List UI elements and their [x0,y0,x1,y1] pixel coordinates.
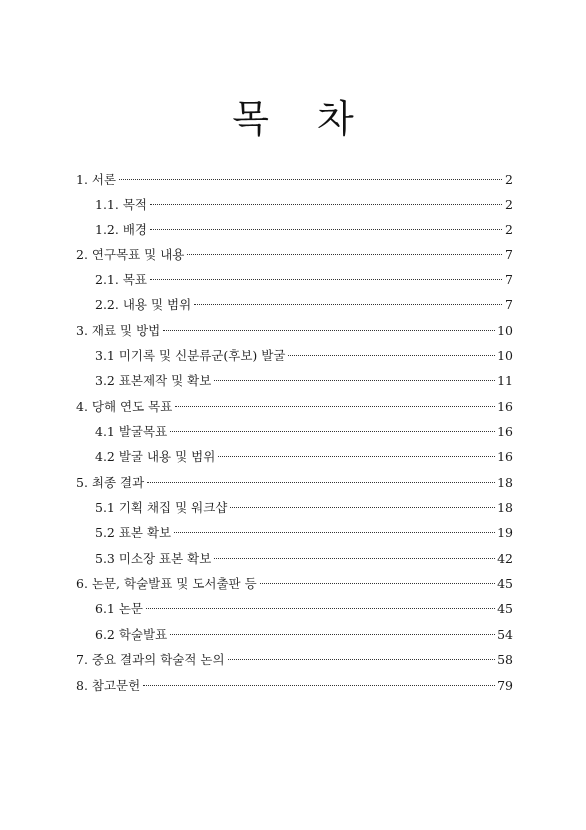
toc-entry [95,549,513,569]
toc-dot-leader [218,456,495,457]
toc-entry-page-number: 2 [505,222,513,237]
toc-entry [76,676,513,696]
toc-dot-leader [150,204,502,205]
toc-entry-page-number: 16 [497,449,513,464]
toc-entry-page-number: 58 [497,652,513,667]
toc-entry [95,295,513,315]
toc-entry-page-number: 45 [497,576,513,591]
toc-dot-leader [146,608,495,609]
toc-dot-leader [170,431,495,432]
toc-entry [95,195,513,215]
toc-entry-label: 6.1 논문 [95,601,144,616]
toc-dot-leader [150,229,502,230]
toc-entry [76,245,513,265]
toc-entry-page-number: 16 [497,424,513,439]
toc-dot-leader [187,254,502,255]
toc-entry-label: 7. 중요 결과의 학술적 논의 [76,652,225,667]
toc-dot-leader [174,532,495,533]
toc-entry-page-number: 11 [497,373,513,388]
toc-dot-leader [288,355,495,356]
toc-entry [95,371,513,391]
toc-entry-page-number: 16 [497,399,513,414]
toc-entry-page-number: 42 [497,551,513,566]
toc-entry [76,473,513,493]
toc-dot-leader [194,304,502,305]
toc-entry [95,625,513,645]
toc-entry-page-number: 2 [505,197,513,212]
toc-entry-page-number: 18 [497,475,513,490]
toc-entry-label: 1.1. 목적 [95,197,147,212]
toc-entry [95,447,513,467]
toc-dot-leader [214,558,495,559]
toc-entry-label: 2. 연구목표 및 내용 [76,247,185,262]
toc-dot-leader [147,482,495,483]
toc-entry [95,498,513,518]
toc-dot-leader [119,179,502,180]
toc-entry-page-number: 10 [497,323,513,338]
toc-entry [95,523,513,543]
toc-entry-page-number: 7 [505,247,513,262]
toc-entry-label: 5.3 미소장 표본 확보 [95,551,212,566]
toc-dot-leader [150,279,502,280]
toc-entry-page-number: 54 [497,627,513,642]
toc-entry-page-number: 7 [505,272,513,287]
toc-entry-label: 8. 참고문헌 [76,678,141,693]
toc-entry-label: 2.2. 내용 및 범위 [95,297,192,312]
toc-entry-label: 3. 재료 및 방법 [76,323,161,338]
toc-dot-leader [214,380,495,381]
toc-entry [95,220,513,240]
toc-entry-label: 3.2 표본제작 및 확보 [95,373,212,388]
toc-entry [76,650,513,670]
toc-entry-label: 5.1 기획 채집 및 워크샵 [95,500,228,515]
toc-entry-label: 6. 논문, 학술발표 및 도서출판 등 [76,576,257,591]
toc-dot-leader [143,685,495,686]
toc-entry-page-number: 10 [497,348,513,363]
toc-entry-label: 4. 당해 연도 목표 [76,399,173,414]
toc-entry [95,270,513,290]
toc-entry [76,574,513,594]
toc-entry [76,170,513,190]
toc-entry-label: 5.2 표본 확보 [95,525,172,540]
toc-dot-leader [175,406,495,407]
toc-entry-page-number: 2 [505,172,513,187]
toc-entry [76,397,513,417]
toc-entry-page-number: 7 [505,297,513,312]
toc-entry-label: 6.2 학술발표 [95,627,168,642]
toc-dot-leader [228,659,496,660]
toc-entry-page-number: 18 [497,500,513,515]
toc-dot-leader [260,583,495,584]
toc-entry-label: 5. 최종 결과 [76,475,145,490]
toc-dot-leader [230,507,495,508]
toc-entry-label: 4.2 발굴 내용 및 범위 [95,449,216,464]
toc-entry-page-number: 79 [497,678,513,693]
toc-entry-label: 1.2. 배경 [95,222,147,237]
toc-entry-page-number: 45 [497,601,513,616]
toc-entry-page-number: 19 [497,525,513,540]
page-title: 목 차 [232,97,372,141]
toc-entry-label: 3.1 미기록 및 신분류군(후보) 발굴 [95,348,286,363]
toc-entry [95,422,513,442]
toc-entry-label: 1. 서론 [76,172,117,187]
toc-dot-leader [170,634,495,635]
toc-entry [95,599,513,619]
toc-dot-leader [163,330,495,331]
toc-entry-label: 4.1 발굴목표 [95,424,168,439]
toc-entry [95,346,513,366]
toc-entry [76,321,513,341]
toc-entry-label: 2.1. 목표 [95,272,147,287]
